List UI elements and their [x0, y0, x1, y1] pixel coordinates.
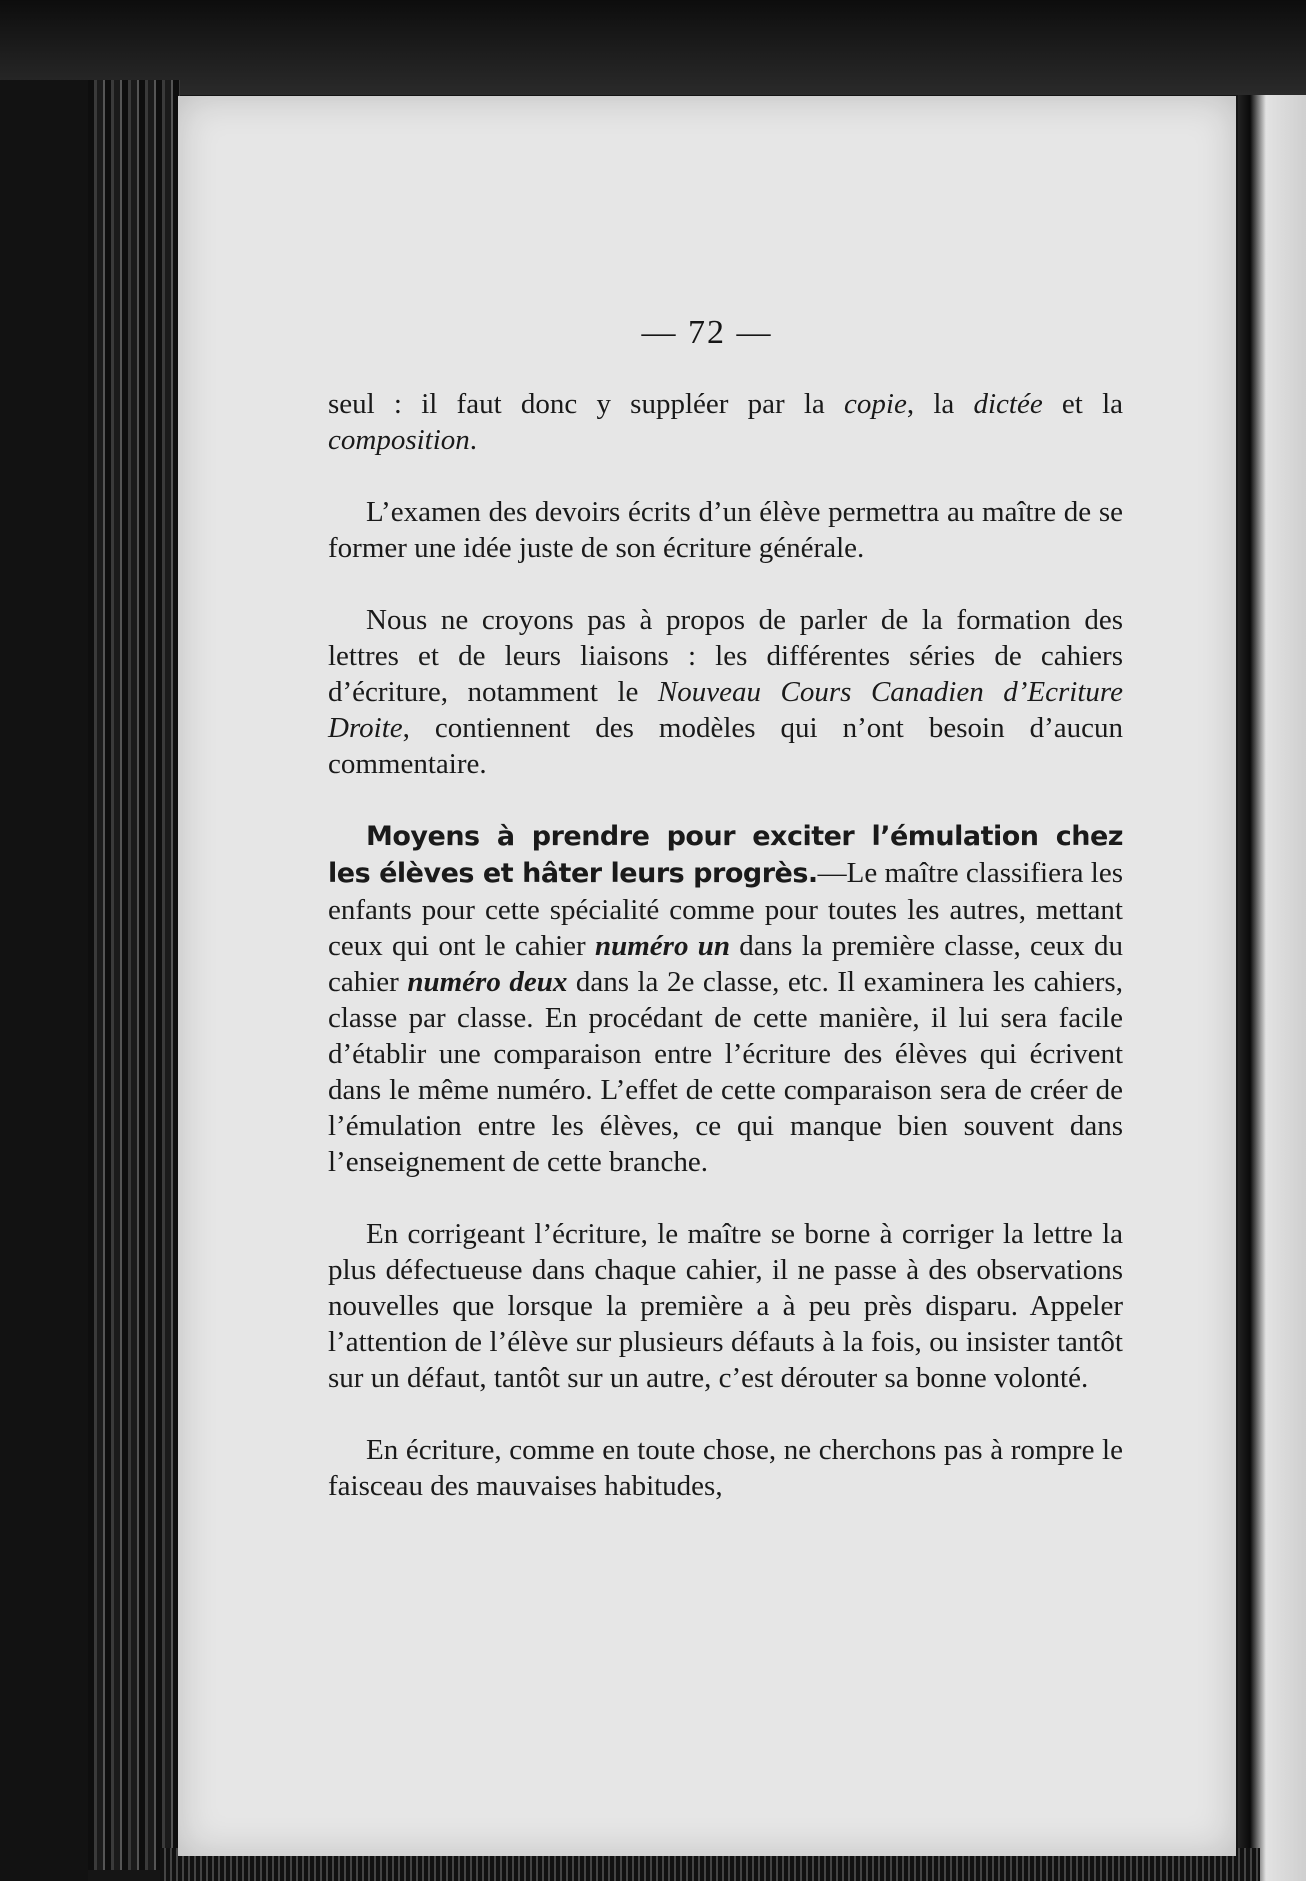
paragraph-6: En écriture, comme en toute chose, ne cherchons pas à rompre le faisceau des mauvaises habitudes, — [328, 1434, 1123, 1502]
book-page — [178, 96, 1236, 1856]
page-number: — 72 — — [641, 314, 773, 351]
text-run: . — [469, 424, 478, 456]
scan-left-margin — [0, 80, 88, 1881]
text-run: dans la 2e classe, etc. Il examinera les cahiers, classe par classe. En procédant de cette manière, il lui sera facile d’établir une comparaison entre l’écriture des élèves qui écrivent dans le même numéro. L’effet de cette comparaison sera de créer de l’émulation entre les élèves, ce qui manque bien souvent dans l’enseignement de cette branche. — [328, 966, 1123, 1178]
italic-run: copie — [844, 388, 907, 420]
text-run: et la — [1042, 388, 1124, 420]
paragraph-2: L’examen des devoirs écrits d’un élève permettra au maître de se former une idée juste de son écriture générale. — [328, 496, 1123, 564]
paragraph-3 — [328, 602, 1123, 782]
paragraph-5: En corrigeant l’écriture, le maître se borne à corriger la lettre la plus défectueuse dans chaque cahier, il ne passe à des observations nouvelles que lorsque la première a à peu près disparu. Appeler l’attention de l’élève sur plusieurs défauts à la fois, ou insister tantôt sur un défaut, tantôt sur un autre, c’est dérouter sa bonne volonté. — [328, 1218, 1123, 1394]
text-run: , la — [906, 388, 974, 420]
page-body — [328, 386, 1123, 1540]
text-run: Nous ne croyons pas à propos de parler de la formation des lettres et de leurs liaisons : les différentes séries de cahiers d’écriture, notamment le — [328, 604, 1123, 708]
italic-run: numéro un — [594, 930, 730, 962]
text-run: , contiennent des modèles qui n’ont besoin d’aucun commentaire. — [328, 712, 1123, 780]
paragraph-4 — [328, 818, 1123, 1180]
text-run: seul : il faut donc y suppléer par la — [328, 388, 845, 420]
book-spine — [88, 80, 180, 1870]
italic-run: numéro deux — [407, 966, 568, 998]
italic-run: Nouveau Cours Canadien d’Ecriture Droite — [328, 676, 1123, 744]
italic-run: dictée — [973, 388, 1043, 420]
next-page-edge — [1238, 95, 1306, 1881]
scan-top-margin — [0, 0, 1306, 95]
text-run: —Le maître classifiera les enfants pour cette spécialité comme pour toutes les autres, mettant ceux qui ont le cahier — [328, 857, 1124, 962]
section-heading: Moyens à prendre pour exciter l’émulation chez les élèves et hâter leurs progrès. — [328, 821, 1123, 889]
text-run: dans la première classe, ceux du cahier — [328, 930, 1123, 998]
paragraph-1 — [328, 386, 1123, 458]
italic-run: composition — [328, 424, 470, 456]
